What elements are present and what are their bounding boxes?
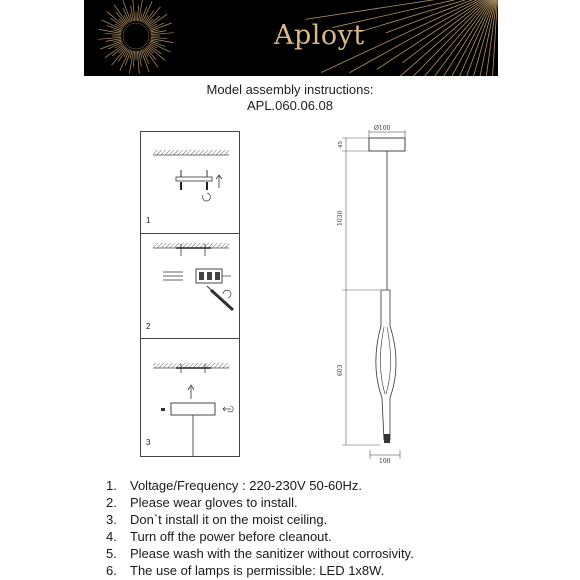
sun-ray	[145, 11, 154, 24]
sun-ray	[349, 0, 498, 73]
up-arrow-icon	[188, 385, 194, 399]
sun-ray	[151, 37, 167, 38]
instructions-list	[106, 477, 414, 579]
sun-ray	[137, 5, 138, 21]
sun-ray	[118, 48, 127, 61]
dimension-drawing	[324, 122, 424, 467]
sun-ray	[418, 0, 498, 76]
cable-length-label: 1030	[337, 210, 344, 226]
brand-logo: Aployt	[274, 20, 365, 51]
step-2-diagram	[141, 234, 239, 339]
mounting-bracket-drawing	[141, 132, 239, 233]
sun-ray	[142, 2, 152, 23]
sun-ray	[150, 42, 171, 52]
left-arrow-icon	[223, 407, 231, 411]
lamp-body	[376, 290, 396, 440]
sun-ray	[102, 20, 123, 30]
sun-ray	[105, 39, 121, 42]
model-number: APL.060.06.08	[246, 98, 334, 113]
canopy-outline	[369, 138, 405, 151]
sun-ray	[116, 12, 126, 24]
canopy-fixing-drawing	[141, 339, 239, 456]
sun-ray	[148, 45, 161, 54]
canopy-height-label: 45	[338, 141, 344, 148]
instruction-item: 2. Please wear gloves to install.	[106, 495, 298, 510]
step-number: 3	[146, 438, 151, 447]
step-3-diagram	[141, 339, 239, 456]
sun-ray	[151, 31, 167, 34]
sun-ray	[305, 0, 498, 19]
step-number: 1	[146, 216, 151, 225]
sun-ray	[359, 0, 498, 32]
instruction-item: 6. The use of lamps is permissible: LED 1x8W.	[106, 563, 385, 578]
instruction-item: 1. Voltage/Frequency : 220-230V 50-60Hz.	[106, 478, 362, 493]
up-arrow-icon	[216, 175, 222, 188]
canopy-diameter-label: Ø100	[374, 125, 391, 132]
ceiling-hatch	[153, 150, 229, 155]
sun-ray	[112, 46, 124, 56]
sun-ray	[147, 16, 159, 26]
wiring-connection-drawing	[141, 234, 239, 338]
rotate-icon	[202, 193, 210, 201]
step-number: 2	[146, 322, 151, 331]
sun-ray	[133, 51, 134, 67]
instruction-item: 4. Turn off the power before cleanout.	[106, 529, 332, 544]
step-1-diagram	[141, 132, 239, 234]
screwdriver-icon	[211, 290, 233, 310]
assembly-steps-panel	[140, 131, 240, 457]
sun-ray	[111, 18, 124, 27]
page-title: Model assembly instructions:	[206, 82, 374, 97]
instruction-item: 5. Please wash with the sanitizer without corrosivity.	[106, 546, 414, 561]
sun-ray	[120, 50, 130, 71]
sun-ray	[439, 0, 498, 76]
brand-banner	[84, 0, 498, 76]
sun-ray	[139, 51, 142, 67]
canopy	[171, 403, 215, 415]
body-width-label: 100	[379, 458, 391, 465]
sun-ray	[131, 5, 134, 21]
body-height-label: 603	[337, 364, 344, 376]
sun-ray	[427, 0, 498, 76]
mounting-bracket	[176, 177, 212, 181]
instruction-item: 3. Don`t install it on the moist ceiling.	[106, 512, 328, 527]
rotate-icon	[223, 290, 231, 298]
sun-ray	[146, 47, 156, 59]
screw-icon	[161, 408, 165, 411]
sun-ray	[105, 33, 121, 34]
sun-ray	[377, 0, 498, 69]
